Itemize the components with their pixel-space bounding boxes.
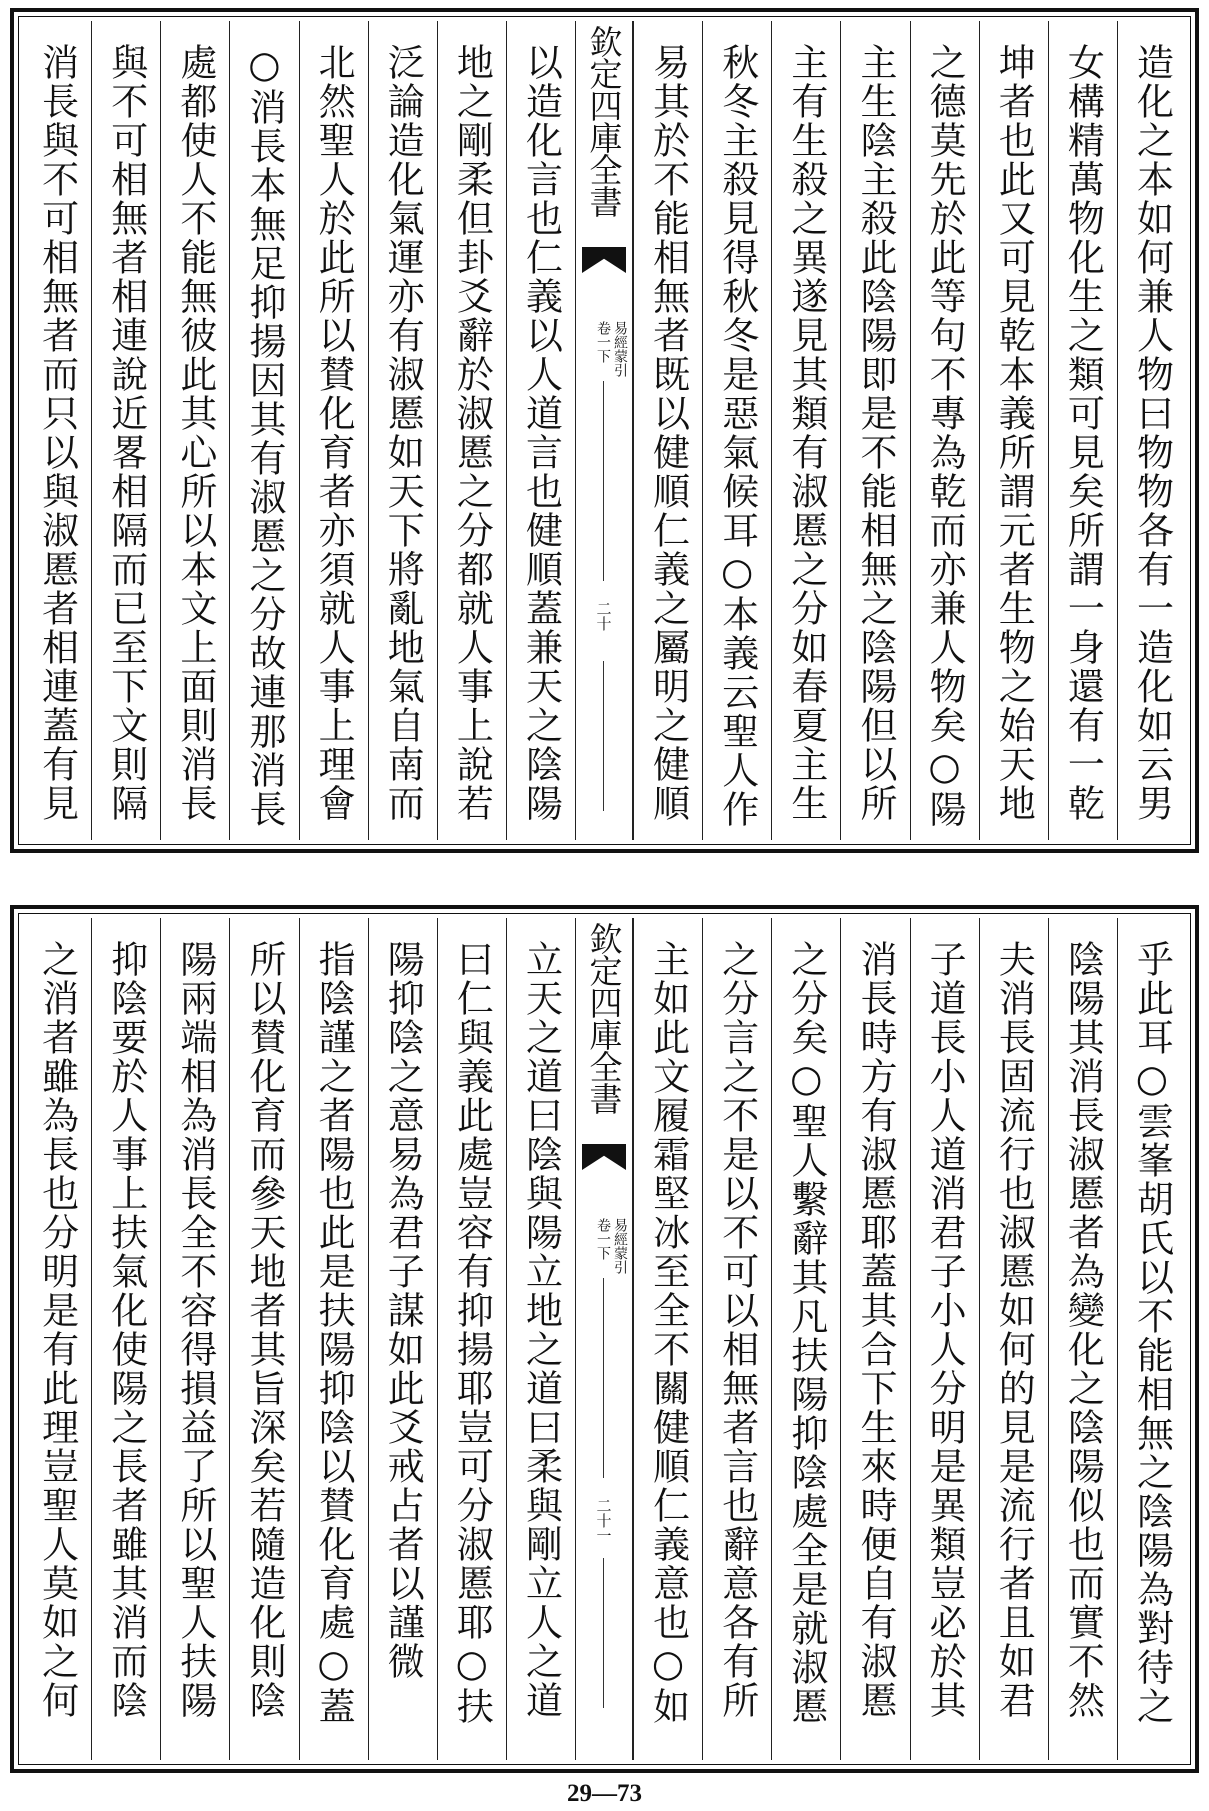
text-column: [979, 918, 1048, 1760]
text-column: [1048, 918, 1117, 1760]
text-column: [771, 21, 840, 840]
page-leaf-top: [10, 8, 1199, 853]
column-text: 主有生殺之異遂見其類有淑慝之分如春夏主生: [784, 43, 828, 823]
column-text: 之德莫先於此等句不專為乾而亦兼人物矣○陽: [923, 43, 967, 829]
series-title-text: 欽定四庫全書: [584, 922, 624, 1114]
book-title-text: 易經蒙引: [612, 1218, 628, 1274]
text-columns: [23, 918, 1186, 1760]
text-column: [160, 21, 229, 840]
column-text: 以造化言也仁義以人道言也健順蓋兼天之陰陽: [519, 43, 563, 823]
fold-rule: [603, 1278, 604, 1478]
column-text: 指陰謹之者陽也此是扶陽抑陰以賛化育處○蓋: [312, 940, 356, 1726]
text-column: [910, 918, 979, 1760]
page-leaf-bottom: [10, 905, 1199, 1773]
text-column: [299, 918, 368, 1760]
text-column: [506, 21, 575, 840]
fold-rule: [603, 661, 604, 811]
column-text: 抑陰要於人事上扶氣化使陽之長者雖其消而陰: [104, 940, 148, 1720]
column-text: 與不可相無者相連說近畧相隔而已至下文則隔: [104, 43, 148, 823]
column-text: 易其於不能相無者既以健順仁義之屬明之健順: [646, 43, 690, 823]
column-text: 陽兩端相為消長全不容得損益了所以聖人扶陽: [173, 940, 217, 1720]
text-column: [23, 918, 91, 1760]
text-column: [979, 21, 1048, 840]
center-fold: [575, 918, 633, 1760]
column-text: ○消長本無足抑揚因其有淑慝之分故連那消長: [242, 43, 286, 829]
text-column: [229, 21, 298, 840]
book-volume-text: 卷一下: [595, 321, 611, 363]
center-fold: [575, 21, 633, 840]
column-text: 曰仁與義此處豈容有抑揚耶豈可分淑慝耶○扶: [450, 940, 494, 1726]
column-text: 陰陽其消長淑慝者為變化之陰陽似也而實不然: [1061, 940, 1105, 1720]
column-text: 地之剛柔但卦爻辭於淑慝之分都就人事上說若: [450, 43, 494, 823]
text-column: [840, 918, 909, 1760]
column-text: 消長與不可相無者而只以與淑慝者相連蓋有見: [35, 43, 79, 823]
text-column: [633, 918, 702, 1760]
column-text: 所以賛化育而參天地者其旨深矣若隨造化則陰: [242, 940, 286, 1720]
column-text: 坤者也此又可見乾本義所謂元者生物之始天地: [992, 43, 1036, 823]
text-column: [1048, 21, 1117, 840]
leaf-number-text: 二十: [594, 601, 613, 631]
series-title-text: 欽定四庫全書: [584, 25, 624, 217]
text-column: [437, 21, 506, 840]
column-text: 秋冬主殺見得秋冬是惡氣候耳○本義云聖人作: [715, 43, 759, 829]
column-text: 主生陰主殺此陰陽即是不能相無之陰陽但以所: [853, 43, 897, 823]
column-text: 子道長小人道消君子小人分明是異類豈必於其: [923, 940, 967, 1720]
text-column: [771, 918, 840, 1760]
column-text: 陽抑陰之意易為君子謀如此爻戒占者以謹微: [381, 940, 425, 1681]
text-columns: [23, 21, 1186, 840]
page-number-footer: 29—73: [567, 1780, 642, 1807]
text-column: [506, 918, 575, 1760]
text-column: [23, 21, 91, 840]
text-column: [1117, 21, 1186, 840]
column-text: 之消者雖為長也分明是有此理豈聖人莫如之何: [35, 940, 79, 1720]
book-volume-text: 卷一下: [595, 1218, 611, 1260]
text-column: [91, 21, 160, 840]
book-title-text: 易經蒙引: [612, 321, 628, 377]
series-title: [576, 922, 632, 1114]
book-title: [596, 321, 627, 377]
column-text: 泛論造化氣運亦有淑慝如天下將亂地氣自南而: [381, 43, 425, 823]
text-column: [368, 918, 437, 1760]
column-text: 之分矣○聖人繫辭其凡扶陽抑陰處全是就淑慝: [784, 940, 828, 1726]
fold-rule: [603, 1558, 604, 1708]
text-column: [437, 918, 506, 1760]
book-title: [596, 1218, 627, 1274]
leaf-number: [576, 601, 632, 631]
text-column: [910, 21, 979, 840]
column-text: 處都使人不能無彼此其心所以本文上面則消長: [173, 43, 217, 823]
column-text: 乎此耳○雲峯胡氏以不能相無之陰陽為對待之: [1130, 940, 1174, 1726]
column-text: 北然聖人於此所以賛化育者亦須就人事上理會: [312, 43, 356, 823]
fishtail-mark: [582, 247, 626, 273]
text-column: [229, 918, 298, 1760]
text-column: [1117, 918, 1186, 1760]
fold-rule: [603, 381, 604, 581]
text-column: [299, 21, 368, 840]
leaf-number: [576, 1498, 632, 1543]
fishtail-mark: [582, 1144, 626, 1170]
text-column: [702, 918, 771, 1760]
text-column: [160, 918, 229, 1760]
column-text: 消長時方有淑慝耶蓋其合下生來時便自有淑慝: [853, 940, 897, 1720]
column-text: 女構精萬物化生之類可見矣所謂一身還有一乾: [1061, 43, 1105, 823]
column-text: 夫消長固流行也淑慝如何的見是流行者且如君: [992, 940, 1036, 1720]
column-text: 主如此文履霜堅冰至全不關健順仁義意也○如: [646, 940, 690, 1726]
text-column: [368, 21, 437, 840]
series-title: [576, 25, 632, 217]
text-column: [702, 21, 771, 840]
leaf-number-text: 二十一: [594, 1498, 613, 1543]
text-column: [91, 918, 160, 1760]
text-column: [840, 21, 909, 840]
text-column: [633, 21, 702, 840]
column-text: 立天之道曰陰與陽立地之道曰柔與剛立人之道: [519, 940, 563, 1720]
column-text: 造化之本如何兼人物曰物物各有一造化如云男: [1130, 43, 1174, 823]
column-text: 之分言之不是以不可以相無者言也辭意各有所: [715, 940, 759, 1720]
